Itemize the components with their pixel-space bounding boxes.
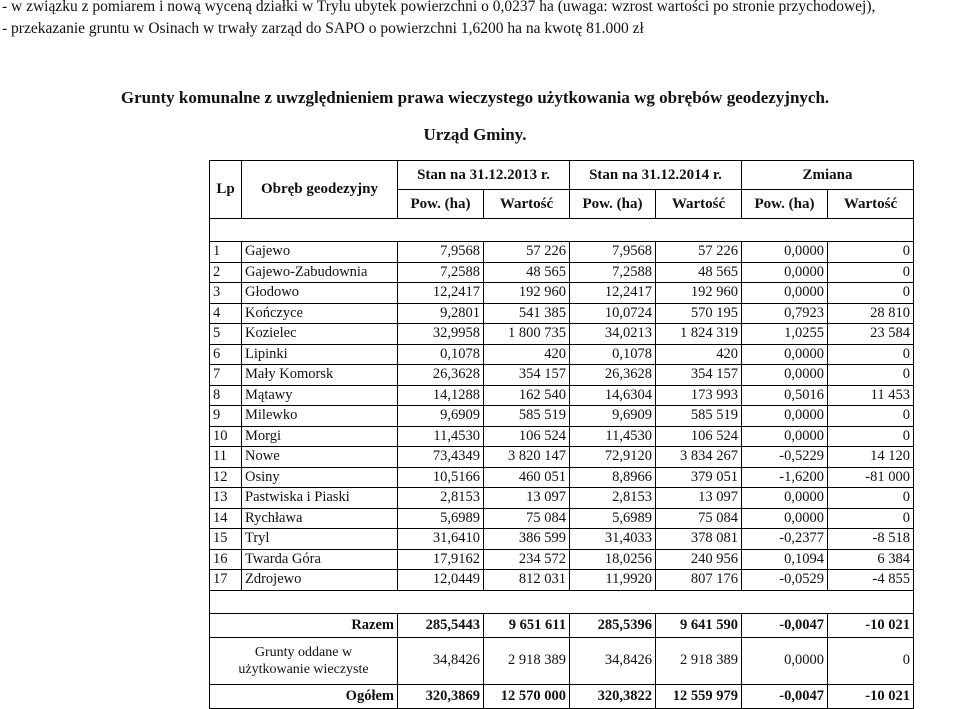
- cell-precinct: Mały Komorsk: [242, 365, 398, 386]
- cell-value: 420: [656, 344, 742, 365]
- cell-value: 570 195: [656, 303, 742, 324]
- summary-value: -10 021: [828, 613, 914, 637]
- cell-lp: 11: [210, 447, 242, 468]
- cell-value: 1 824 319: [656, 324, 742, 345]
- cell-value: 0: [828, 406, 914, 427]
- cell-value: 7,9568: [398, 242, 484, 263]
- cell-lp: 9: [210, 406, 242, 427]
- summary-value: 34,8426: [398, 637, 484, 684]
- table-row: [210, 447, 914, 468]
- cell-lp: 14: [210, 508, 242, 529]
- cell-value: 192 960: [656, 283, 742, 304]
- cell-value: 3 834 267: [656, 447, 742, 468]
- cell-precinct: Kończyce: [242, 303, 398, 324]
- table-row: [210, 467, 914, 488]
- cell-value: 14,6304: [570, 385, 656, 406]
- summary-value: 0,0000: [742, 637, 828, 684]
- page-heading: Grunty komunalne z uwzględnieniem prawa wieczystego użytkowania wg obrębów geodezyjnych.: [120, 88, 830, 107]
- cell-value: 0,0000: [742, 508, 828, 529]
- cell-value: 2,8153: [398, 488, 484, 509]
- cell-precinct: Nowe: [242, 447, 398, 468]
- table-row: [210, 262, 914, 283]
- cell-value: 0,1094: [742, 549, 828, 570]
- summary-value: 2 918 389: [656, 637, 742, 684]
- cell-value: 173 993: [656, 385, 742, 406]
- cell-value: 11 453: [828, 385, 914, 406]
- cell-value: 541 385: [484, 303, 570, 324]
- summary-label-line-1: Grunty oddane w: [254, 644, 353, 660]
- summary-value: 12 559 979: [656, 684, 742, 708]
- header-value-2013: Wartość: [484, 190, 570, 219]
- cell-value: 0: [828, 242, 914, 263]
- table-row: [210, 303, 914, 324]
- summary-row-oddane: [210, 637, 914, 684]
- table-row: [210, 324, 914, 345]
- cell-value: 0,7923: [742, 303, 828, 324]
- cell-value: 420: [484, 344, 570, 365]
- cell-value: 48 565: [656, 262, 742, 283]
- cell-lp: 15: [210, 529, 242, 550]
- cell-lp: 13: [210, 488, 242, 509]
- header-value-change: Wartość: [828, 190, 914, 219]
- cell-precinct: Twarda Góra: [242, 549, 398, 570]
- cell-value: 12,2417: [398, 283, 484, 304]
- cell-lp: 10: [210, 426, 242, 447]
- summary-value: 2 918 389: [484, 637, 570, 684]
- cell-value: 7,2588: [570, 262, 656, 283]
- cell-precinct: Głodowo: [242, 283, 398, 304]
- summary-label: Razem: [210, 613, 398, 637]
- summary-value: 9 651 611: [484, 613, 570, 637]
- cell-value: 28 810: [828, 303, 914, 324]
- cell-value: 75 084: [656, 508, 742, 529]
- cell-lp: 4: [210, 303, 242, 324]
- header-2014: Stan na 31.12.2014 r.: [570, 161, 742, 190]
- intro-text: [2, 0, 875, 40]
- summary-row-razem: [210, 613, 914, 637]
- cell-value: 3 820 147: [484, 447, 570, 468]
- cell-value: 75 084: [484, 508, 570, 529]
- cell-value: 9,2801: [398, 303, 484, 324]
- cell-lp: 12: [210, 467, 242, 488]
- cell-value: 9,6909: [398, 406, 484, 427]
- cell-value: 0: [828, 365, 914, 386]
- cell-value: 13 097: [656, 488, 742, 509]
- cell-value: 34,0213: [570, 324, 656, 345]
- table-row: [210, 365, 914, 386]
- cell-value: 0,1078: [570, 344, 656, 365]
- cell-lp: 2: [210, 262, 242, 283]
- intro-line-1: - w związku z pomiarem i nową wyceną działki w Trylu ubytek powierzchni o 0,0237 ha (uwaga: wzrost wartości po stronie przychodowej),: [2, 0, 876, 15]
- cell-value: 106 524: [484, 426, 570, 447]
- cell-value: 5,6989: [398, 508, 484, 529]
- cell-value: 0: [828, 262, 914, 283]
- table-row: [210, 242, 914, 263]
- cell-precinct: Kozielec: [242, 324, 398, 345]
- cell-precinct: Morgi: [242, 426, 398, 447]
- cell-value: 0,0000: [742, 344, 828, 365]
- cell-value: 11,4530: [398, 426, 484, 447]
- cell-value: 192 960: [484, 283, 570, 304]
- cell-value: 13 097: [484, 488, 570, 509]
- summary-value: 285,5443: [398, 613, 484, 637]
- header-area-change: Pow. (ha): [742, 190, 828, 219]
- cell-value: 7,9568: [570, 242, 656, 263]
- cell-value: 17,9162: [398, 549, 484, 570]
- table-row: [210, 406, 914, 427]
- cell-lp: 6: [210, 344, 242, 365]
- header-lp: Lp: [210, 161, 242, 219]
- summary-value: 34,8426: [570, 637, 656, 684]
- table-row: [210, 385, 914, 406]
- cell-value: 57 226: [484, 242, 570, 263]
- cell-value: 234 572: [484, 549, 570, 570]
- cell-value: 9,6909: [570, 406, 656, 427]
- cell-value: 0: [828, 508, 914, 529]
- cell-value: 0,0000: [742, 262, 828, 283]
- cell-lp: 17: [210, 570, 242, 591]
- cell-value: 0: [828, 488, 914, 509]
- cell-value: 11,9920: [570, 570, 656, 591]
- cell-value: -4 855: [828, 570, 914, 591]
- land-table: [209, 160, 914, 709]
- cell-value: 10,0724: [570, 303, 656, 324]
- cell-precinct: Tryl: [242, 529, 398, 550]
- cell-value: 11,4530: [570, 426, 656, 447]
- cell-value: 6 384: [828, 549, 914, 570]
- cell-value: 379 051: [656, 467, 742, 488]
- cell-value: 0,0000: [742, 283, 828, 304]
- cell-precinct: Milewko: [242, 406, 398, 427]
- cell-value: 354 157: [484, 365, 570, 386]
- cell-value: 0,5016: [742, 385, 828, 406]
- table-row: [210, 283, 914, 304]
- summary-value: -10 021: [828, 684, 914, 708]
- cell-value: -81 000: [828, 467, 914, 488]
- summary-label-line-2: użytkowanie wieczyste: [238, 661, 369, 677]
- cell-value: 57 226: [656, 242, 742, 263]
- cell-value: 2,8153: [570, 488, 656, 509]
- cell-value: 8,8966: [570, 467, 656, 488]
- gap-row: [210, 590, 914, 613]
- cell-value: 0,0000: [742, 242, 828, 263]
- cell-value: 7,2588: [398, 262, 484, 283]
- intro-line-2: - przekazanie gruntu w Osinach w trwały zarząd do SAPO o powierzchni 1,6200 ha na kwotę 81.000 zł: [2, 20, 644, 37]
- table-row: [210, 549, 914, 570]
- cell-value: 386 599: [484, 529, 570, 550]
- summary-value: -0,0047: [742, 613, 828, 637]
- cell-precinct: Osiny: [242, 467, 398, 488]
- cell-value: 73,4349: [398, 447, 484, 468]
- cell-value: -1,6200: [742, 467, 828, 488]
- table-row: [210, 426, 914, 447]
- cell-value: -0,0529: [742, 570, 828, 591]
- cell-value: 14,1288: [398, 385, 484, 406]
- summary-value: 9 641 590: [656, 613, 742, 637]
- header-name: Obręb geodezyjny: [242, 161, 398, 219]
- cell-precinct: Rychława: [242, 508, 398, 529]
- cell-value: 354 157: [656, 365, 742, 386]
- cell-value: 460 051: [484, 467, 570, 488]
- cell-lp: 16: [210, 549, 242, 570]
- header-area-2013: Pow. (ha): [398, 190, 484, 219]
- cell-value: 0: [828, 344, 914, 365]
- cell-lp: 1: [210, 242, 242, 263]
- cell-value: 14 120: [828, 447, 914, 468]
- cell-value: 585 519: [484, 406, 570, 427]
- table-row: [210, 570, 914, 591]
- cell-value: 1 800 735: [484, 324, 570, 345]
- cell-value: 812 031: [484, 570, 570, 591]
- cell-value: 26,3628: [570, 365, 656, 386]
- cell-value: 12,2417: [570, 283, 656, 304]
- summary-value: 320,3822: [570, 684, 656, 708]
- cell-value: 0: [828, 426, 914, 447]
- cell-precinct: Gajewo-Zabudownia: [242, 262, 398, 283]
- cell-value: 807 176: [656, 570, 742, 591]
- table-row: [210, 488, 914, 509]
- cell-value: 31,6410: [398, 529, 484, 550]
- cell-precinct: Pastwiska i Piaski: [242, 488, 398, 509]
- spacer-row: [210, 219, 914, 242]
- cell-value: 0,0000: [742, 406, 828, 427]
- cell-value: 32,9958: [398, 324, 484, 345]
- table-row: [210, 344, 914, 365]
- cell-value: 0,1078: [398, 344, 484, 365]
- header-value-2014: Wartość: [656, 190, 742, 219]
- cell-value: 0: [828, 283, 914, 304]
- cell-value: 18,0256: [570, 549, 656, 570]
- cell-value: 162 540: [484, 385, 570, 406]
- cell-value: 378 081: [656, 529, 742, 550]
- summary-value: 0: [828, 637, 914, 684]
- cell-value: 0,0000: [742, 488, 828, 509]
- summary-value: 320,3869: [398, 684, 484, 708]
- header-change: Zmiana: [742, 161, 914, 190]
- cell-value: -0,5229: [742, 447, 828, 468]
- summary-value: -0,0047: [742, 684, 828, 708]
- summary-value: 285,5396: [570, 613, 656, 637]
- cell-value: -8 518: [828, 529, 914, 550]
- header-area-2014: Pow. (ha): [570, 190, 656, 219]
- table-row: [210, 529, 914, 550]
- cell-lp: 3: [210, 283, 242, 304]
- cell-value: 12,0449: [398, 570, 484, 591]
- cell-precinct: Gajewo: [242, 242, 398, 263]
- cell-value: 48 565: [484, 262, 570, 283]
- cell-value: 23 584: [828, 324, 914, 345]
- cell-value: 72,9120: [570, 447, 656, 468]
- cell-precinct: Mątawy: [242, 385, 398, 406]
- cell-value: 1,0255: [742, 324, 828, 345]
- cell-value: 240 956: [656, 549, 742, 570]
- cell-value: 26,3628: [398, 365, 484, 386]
- cell-value: 0,0000: [742, 426, 828, 447]
- cell-lp: 8: [210, 385, 242, 406]
- cell-precinct: Lipinki: [242, 344, 398, 365]
- cell-lp: 5: [210, 324, 242, 345]
- page-subheading: Urząd Gminy.: [423, 125, 527, 144]
- cell-value: 0,0000: [742, 365, 828, 386]
- cell-precinct: Zdrojewo: [242, 570, 398, 591]
- summary-label: [210, 637, 398, 684]
- summary-label: Ogółem: [210, 684, 398, 708]
- cell-value: 585 519: [656, 406, 742, 427]
- cell-value: -0,2377: [742, 529, 828, 550]
- header-2013: Stan na 31.12.2013 r.: [398, 161, 570, 190]
- summary-value: 12 570 000: [484, 684, 570, 708]
- cell-value: 5,6989: [570, 508, 656, 529]
- cell-value: 31,4033: [570, 529, 656, 550]
- cell-value: 10,5166: [398, 467, 484, 488]
- cell-lp: 7: [210, 365, 242, 386]
- table-row: [210, 508, 914, 529]
- summary-row-ogolem: [210, 684, 914, 708]
- cell-value: 106 524: [656, 426, 742, 447]
